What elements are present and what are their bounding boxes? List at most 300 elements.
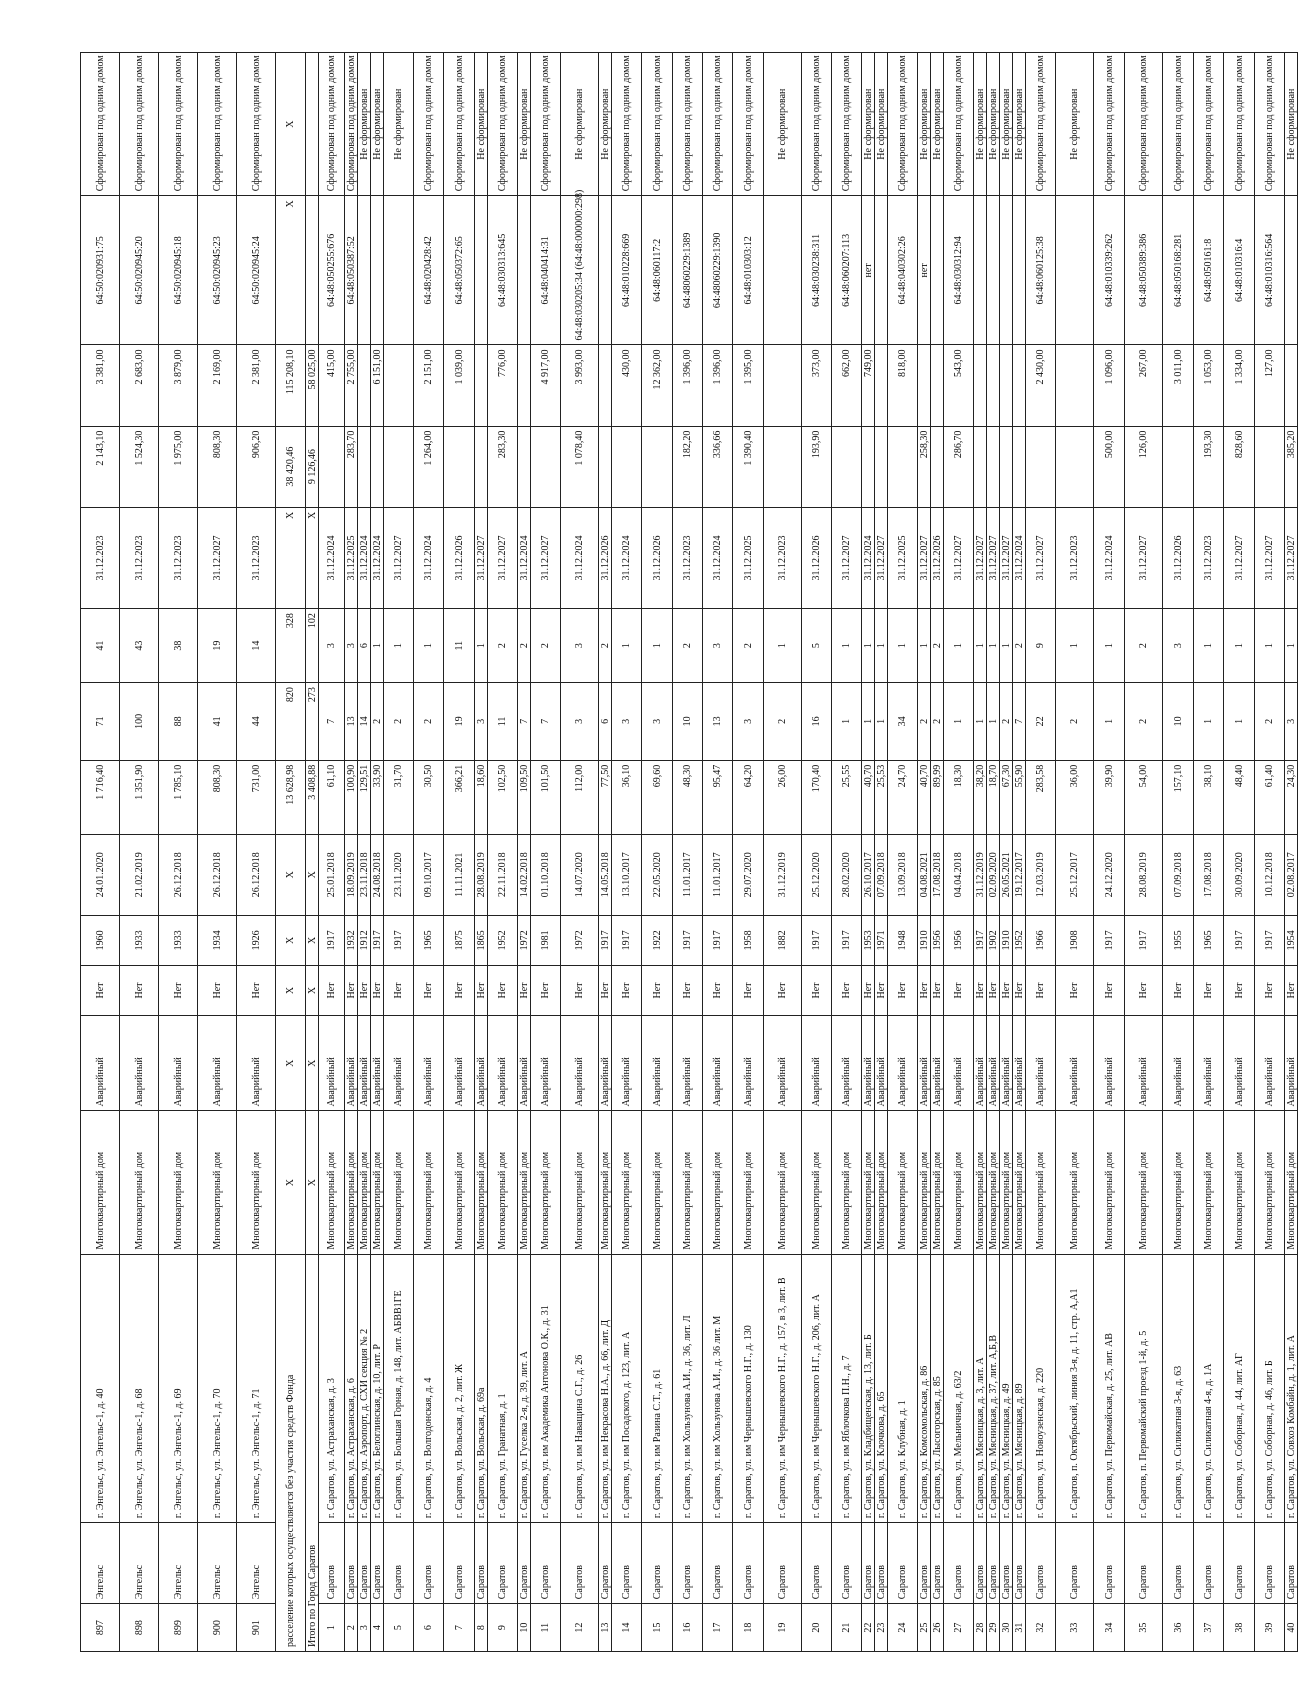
table-cell: 1917 bbox=[319, 915, 345, 965]
table-cell: Энгельс bbox=[159, 1523, 198, 1604]
table-cell: 3 011,00 bbox=[1163, 345, 1194, 426]
table-cell: Многоквартирный дом bbox=[198, 1111, 237, 1254]
table-cell: Сформирован под одним домом bbox=[81, 53, 120, 196]
table-cell: Нет bbox=[987, 965, 1000, 1015]
table-cell: 31.12.2027 bbox=[918, 507, 931, 608]
table-cell: 28.08.2019 bbox=[1125, 834, 1163, 915]
table-cell: Нет bbox=[518, 965, 531, 1015]
table-cell: Многоквартирный дом bbox=[987, 1111, 1000, 1254]
table-cell: Аварийный bbox=[673, 1016, 703, 1111]
table-cell: г. Энгельс, ул. Энгельс-1, д. 69 bbox=[159, 1254, 198, 1522]
table-row bbox=[561, 53, 599, 1652]
table-cell: 12 bbox=[561, 1604, 599, 1652]
table-cell: Многоквартирный дом bbox=[1163, 1111, 1194, 1254]
table-cell: Не сформирован bbox=[764, 53, 802, 196]
table-cell bbox=[371, 426, 384, 507]
table-cell: Многоквартирный дом bbox=[518, 1111, 531, 1254]
table-cell: Саратов bbox=[974, 1523, 987, 1604]
table-cell: г. Саратов, ул. Новоузенская, д. 220 bbox=[1026, 1254, 1056, 1522]
table-cell: Многоквартирный дом bbox=[1255, 1111, 1285, 1254]
table-cell bbox=[475, 345, 488, 426]
table-cell: 1 bbox=[888, 609, 918, 683]
table-cell: X bbox=[276, 196, 306, 345]
table-cell: Многоквартирный дом bbox=[888, 1111, 918, 1254]
table-cell: Аварийный bbox=[802, 1016, 832, 1111]
table-cell bbox=[599, 345, 612, 426]
table-cell: 1948 bbox=[888, 915, 918, 965]
table-cell: 283,58 bbox=[1026, 760, 1056, 834]
table-cell: Аварийный bbox=[944, 1016, 974, 1111]
table-cell: 31.12.2027 bbox=[475, 507, 488, 608]
table-cell bbox=[475, 426, 488, 507]
table-cell: 64:48:060117:2 bbox=[642, 196, 673, 345]
table-cell: 3 bbox=[1163, 609, 1194, 683]
table-cell: 64:48:040302:26 bbox=[888, 196, 918, 345]
table-cell: 41 bbox=[198, 683, 237, 761]
table-cell: г. Саратов, ул. Большая Горная, д. 148, лит. АБВВ1ГЕ bbox=[384, 1254, 414, 1522]
table-cell: 1917 bbox=[1224, 915, 1255, 965]
table-cell bbox=[306, 196, 319, 345]
table-row bbox=[733, 53, 764, 1652]
table-cell: 31.12.2027 bbox=[944, 507, 974, 608]
table-cell: Сформирован под одним домом bbox=[531, 53, 561, 196]
table-cell: 16 bbox=[673, 1604, 703, 1652]
table-cell: 1908 bbox=[1056, 915, 1094, 965]
table-cell: 3 bbox=[733, 683, 764, 761]
table-cell: 776,00 bbox=[488, 345, 518, 426]
table-cell: 1 bbox=[862, 683, 875, 761]
table-cell: 1917 bbox=[832, 915, 862, 965]
table-cell: Саратов bbox=[475, 1523, 488, 1604]
table-cell: 3 bbox=[642, 683, 673, 761]
table-cell: Аварийный bbox=[371, 1016, 384, 1111]
table-cell: 1 bbox=[384, 609, 414, 683]
table-cell: 64:48060229:1389 bbox=[673, 196, 703, 345]
table-cell: 37 bbox=[1194, 1604, 1224, 1652]
table-cell: г. Саратов, ул. Белоглинская, д. 10, лит. Р bbox=[371, 1254, 384, 1522]
table-row bbox=[764, 53, 802, 1652]
table-cell bbox=[358, 426, 371, 507]
table-cell: 31.12.2027 bbox=[1255, 507, 1285, 608]
table-cell: Сформирован под одним домом bbox=[612, 53, 642, 196]
table-row bbox=[531, 53, 561, 1652]
table-cell: 898 bbox=[120, 1604, 159, 1652]
table-cell: Многоквартирный дом bbox=[703, 1111, 733, 1254]
table-cell: 11.01.2017 bbox=[673, 834, 703, 915]
table-cell: 02.09.2020 bbox=[987, 834, 1000, 915]
table-cell: 2 bbox=[1125, 609, 1163, 683]
table-cell: Многоквартирный дом bbox=[1125, 1111, 1163, 1254]
table-cell: 1 bbox=[974, 683, 987, 761]
table-cell: 25 bbox=[918, 1604, 931, 1652]
table-cell: Не сформирован bbox=[358, 53, 371, 196]
table-cell: 1910 bbox=[918, 915, 931, 965]
table-cell: 7 bbox=[518, 683, 531, 761]
table-cell: 64:48:050389:386 bbox=[1125, 196, 1163, 345]
table-cell: 129,51 bbox=[358, 760, 371, 834]
table-cell: Аварийный bbox=[518, 1016, 531, 1111]
table-cell: Аварийный bbox=[1056, 1016, 1094, 1111]
table-cell: 1 bbox=[944, 609, 974, 683]
table-cell: Аварийный bbox=[198, 1016, 237, 1111]
table-cell: 820 bbox=[276, 683, 306, 761]
table-cell: 1972 bbox=[561, 915, 599, 965]
table-cell: г. Саратов, ул. им Хользунова А.И., д. 36 лит. М bbox=[703, 1254, 733, 1522]
table-cell: Многоквартирный дом bbox=[237, 1111, 276, 1254]
table-cell: нет bbox=[918, 196, 931, 345]
table-cell: 2 bbox=[673, 609, 703, 683]
table-cell: Энгельс bbox=[198, 1523, 237, 1604]
table-cell: 906,20 bbox=[237, 426, 276, 507]
table-cell: 31.12.2027 bbox=[974, 507, 987, 608]
table-row bbox=[1125, 53, 1163, 1652]
table-cell bbox=[1056, 426, 1094, 507]
table-cell: Саратов bbox=[673, 1523, 703, 1604]
table-cell: Аварийный bbox=[345, 1016, 358, 1111]
table-cell bbox=[764, 196, 802, 345]
table-cell: Не сформирован bbox=[918, 53, 931, 196]
table-cell bbox=[384, 196, 414, 345]
table-cell: 415,00 bbox=[319, 345, 345, 426]
table-cell: 1 351,90 bbox=[120, 760, 159, 834]
table-cell: Многоквартирный дом bbox=[802, 1111, 832, 1254]
table-row bbox=[159, 53, 198, 1652]
table-cell: Сформирован под одним домом bbox=[733, 53, 764, 196]
table-cell: 27 bbox=[944, 1604, 974, 1652]
table-cell: 04.04.2018 bbox=[944, 834, 974, 915]
table-cell: 11.01.2017 bbox=[703, 834, 733, 915]
table-cell: Многоквартирный дом bbox=[159, 1111, 198, 1254]
table-cell: 40,70 bbox=[918, 760, 931, 834]
table-cell: Саратов bbox=[531, 1523, 561, 1604]
table-cell: 2 bbox=[764, 683, 802, 761]
table-cell bbox=[306, 53, 319, 196]
table-cell: 6 bbox=[599, 683, 612, 761]
table-cell: 24.01.2020 bbox=[81, 834, 120, 915]
table-cell: Нет bbox=[384, 965, 414, 1015]
table-cell: 64:50:020931:75 bbox=[81, 196, 120, 345]
table-cell: 31 bbox=[1013, 1604, 1026, 1652]
table-cell: 3 408,88 bbox=[306, 760, 319, 834]
table-cell: 31.12.2019 bbox=[974, 834, 987, 915]
table-cell: 1882 bbox=[764, 915, 802, 965]
table-cell: Саратов bbox=[1000, 1523, 1013, 1604]
table-cell: Нет bbox=[673, 965, 703, 1015]
table-cell: г. Саратов, ул. Мельничная, д. 63/2 bbox=[944, 1254, 974, 1522]
table-cell: 61,10 bbox=[319, 760, 345, 834]
table-cell: Нет bbox=[918, 965, 931, 1015]
table-cell: 373,00 bbox=[802, 345, 832, 426]
table-cell: Сформирован под одним домом bbox=[237, 53, 276, 196]
table-cell: Аварийный bbox=[475, 1016, 488, 1111]
table-cell: 31.12.2027 bbox=[531, 507, 561, 608]
table-cell: 41 bbox=[81, 609, 120, 683]
table-row bbox=[931, 53, 944, 1652]
table-cell: 366,21 bbox=[444, 760, 475, 834]
table-cell: г. Энгельс, ул. Энгельс-1, д. 71 bbox=[237, 1254, 276, 1522]
table-cell: 31.12.2024 bbox=[319, 507, 345, 608]
table-cell: 64:48:030238:311 bbox=[802, 196, 832, 345]
table-cell: 34 bbox=[1094, 1604, 1125, 1652]
table-cell: Не сформирован bbox=[371, 53, 384, 196]
table-cell: 26 bbox=[931, 1604, 944, 1652]
table-cell: 1972 bbox=[518, 915, 531, 965]
table-cell: Аварийный bbox=[444, 1016, 475, 1111]
table-cell: X bbox=[276, 507, 306, 608]
table-cell: 28 bbox=[974, 1604, 987, 1652]
table-cell bbox=[974, 196, 987, 345]
table-cell: Не сформирован bbox=[987, 53, 1000, 196]
table-cell: Нет bbox=[237, 965, 276, 1015]
table-cell: 64:48:050255:676 bbox=[319, 196, 345, 345]
table-cell: 13.09.2018 bbox=[888, 834, 918, 915]
table-cell: Аварийный bbox=[358, 1016, 371, 1111]
table-cell: Саратов bbox=[1224, 1523, 1255, 1604]
table-cell: 31.12.2026 bbox=[599, 507, 612, 608]
table-cell bbox=[1163, 426, 1194, 507]
table-cell: 26.12.2018 bbox=[159, 834, 198, 915]
table-cell: 31.12.2026 bbox=[642, 507, 673, 608]
table-cell: 1 bbox=[612, 609, 642, 683]
table-cell: Сформирован под одним домом bbox=[888, 53, 918, 196]
table-cell: Не сформирован bbox=[974, 53, 987, 196]
table-cell: 88 bbox=[159, 683, 198, 761]
table-cell: Сформирован под одним домом bbox=[319, 53, 345, 196]
table-cell: 33,90 bbox=[371, 760, 384, 834]
table-cell: 3 bbox=[561, 609, 599, 683]
table-cell: г. Саратов, ул. Мясницкая, д. 89 bbox=[1013, 1254, 1026, 1522]
table-cell bbox=[764, 345, 802, 426]
table-cell: Саратов bbox=[764, 1523, 802, 1604]
table-cell: Сформирован под одним домом bbox=[198, 53, 237, 196]
table-cell: 2 bbox=[1056, 683, 1094, 761]
table-cell: Саратов bbox=[358, 1523, 371, 1604]
table-cell: г. Саратов, ул. Силикатная 4-я, д. 1А bbox=[1194, 1254, 1224, 1522]
table-cell: 17 bbox=[703, 1604, 733, 1652]
table-cell: 31.12.2027 bbox=[1224, 507, 1255, 608]
table-cell: 31.12.2024 bbox=[703, 507, 733, 608]
table-cell: 13 bbox=[345, 683, 358, 761]
table-cell: 21.02.2019 bbox=[120, 834, 159, 915]
table-cell: 17.08.2018 bbox=[1194, 834, 1224, 915]
table-row bbox=[888, 53, 918, 1652]
table-cell: X bbox=[306, 834, 319, 915]
table-cell bbox=[888, 426, 918, 507]
table-cell: 69,60 bbox=[642, 760, 673, 834]
table-cell: Многоквартирный дом bbox=[384, 1111, 414, 1254]
table-cell: Не сформирован bbox=[384, 53, 414, 196]
table-cell: 6 151,00 bbox=[371, 345, 384, 426]
table-cell: 31.12.2024 bbox=[1013, 507, 1026, 608]
table-cell: 12 362,00 bbox=[642, 345, 673, 426]
table-cell: г. Саратов, ул. им Посадского, д. 123, лит. А bbox=[612, 1254, 642, 1522]
table-cell: Нет bbox=[358, 965, 371, 1015]
table-cell: 267,00 bbox=[1125, 345, 1163, 426]
table-cell: 1958 bbox=[733, 915, 764, 965]
table-cell: 14.05.2018 bbox=[599, 834, 612, 915]
table-cell: Многоквартирный дом bbox=[1056, 1111, 1094, 1254]
table-cell: Сформирован под одним домом bbox=[159, 53, 198, 196]
table-cell: Сформирован под одним домом bbox=[414, 53, 444, 196]
rotated-table-wrapper bbox=[80, 52, 1297, 1652]
table-cell: Аварийный bbox=[561, 1016, 599, 1111]
table-cell: 1960 bbox=[81, 915, 120, 965]
table-cell: 1 524,30 bbox=[120, 426, 159, 507]
table-cell: Сформирован под одним домом bbox=[1094, 53, 1125, 196]
table-cell: 26.05.2021 bbox=[1000, 834, 1013, 915]
table-cell: 2 bbox=[488, 609, 518, 683]
table-cell: Аварийный bbox=[237, 1016, 276, 1111]
table-cell: 1955 bbox=[1163, 915, 1194, 965]
table-cell: 1 bbox=[875, 609, 888, 683]
table-cell: 4 bbox=[371, 1604, 384, 1652]
table-cell: 2 bbox=[345, 1604, 358, 1652]
table-cell: 1 bbox=[832, 609, 862, 683]
table-cell: 2 bbox=[1255, 683, 1285, 761]
table-cell: 31.12.2024 bbox=[371, 507, 384, 608]
group-label: расселение которых осуществляется без участия средств Фонда bbox=[276, 1254, 306, 1651]
table-cell: г. Саратов, ул. Вольская, д. 69а bbox=[475, 1254, 488, 1522]
table-cell: Саратов bbox=[599, 1523, 612, 1604]
table-cell: г. Саратов, ул. Астраханская, д. 3 bbox=[319, 1254, 345, 1522]
table-row bbox=[306, 53, 319, 1652]
table-row bbox=[673, 53, 703, 1652]
table-cell: 31.12.2027 bbox=[198, 507, 237, 608]
table-cell: 1 716,40 bbox=[81, 760, 120, 834]
table-cell: Нет bbox=[488, 965, 518, 1015]
table-cell: 2 169,00 bbox=[198, 345, 237, 426]
table-cell: Многоквартирный дом bbox=[944, 1111, 974, 1254]
table-cell: 14 bbox=[612, 1604, 642, 1652]
table-cell: 1 bbox=[764, 609, 802, 683]
table-cell: Нет bbox=[531, 965, 561, 1015]
table-cell: 258,30 bbox=[918, 426, 931, 507]
table-cell bbox=[987, 426, 1000, 507]
table-cell: Саратов bbox=[987, 1523, 1000, 1604]
table-cell: 115 208,10 bbox=[276, 345, 306, 426]
table-cell: 64:48:010228:669 bbox=[612, 196, 642, 345]
table-cell: Нет bbox=[1000, 965, 1013, 1015]
table-cell: г. Саратов, ул. им Чернышевского Н.Г., д. 206, лит. А bbox=[802, 1254, 832, 1522]
table-cell: Многоквартирный дом bbox=[599, 1111, 612, 1254]
table-row bbox=[1163, 53, 1194, 1652]
table-cell: 2 bbox=[1013, 609, 1026, 683]
table-cell: Многоквартирный дом bbox=[488, 1111, 518, 1254]
table-cell bbox=[1056, 345, 1094, 426]
table-cell: Не сформирован bbox=[1013, 53, 1026, 196]
table-cell: 77,50 bbox=[599, 760, 612, 834]
table-cell: 1953 bbox=[862, 915, 875, 965]
table-cell: 30,50 bbox=[414, 760, 444, 834]
table-cell: г. Саратов, ул. Комсомольская, д. 86 bbox=[918, 1254, 931, 1522]
table-cell: 1917 bbox=[599, 915, 612, 965]
table-row bbox=[802, 53, 832, 1652]
table-cell: 336,66 bbox=[703, 426, 733, 507]
table-cell: 39 bbox=[1255, 1604, 1285, 1652]
table-cell: 10.12.2018 bbox=[1255, 834, 1285, 915]
table-cell: 273 bbox=[306, 683, 319, 761]
table-cell: 1917 bbox=[384, 915, 414, 965]
table-cell: 1917 bbox=[974, 915, 987, 965]
table-cell: Нет bbox=[862, 965, 875, 1015]
housing-register-table bbox=[80, 52, 1298, 1652]
table-row bbox=[1194, 53, 1224, 1652]
table-cell: Многоквартирный дом bbox=[561, 1111, 599, 1254]
table-cell: Аварийный bbox=[159, 1016, 198, 1111]
table-cell: 64:50:020945:20 bbox=[120, 196, 159, 345]
table-cell: 100,90 bbox=[345, 760, 358, 834]
table-cell: Сформирован под одним домом bbox=[703, 53, 733, 196]
table-row bbox=[599, 53, 612, 1652]
table-row bbox=[371, 53, 384, 1652]
table-cell bbox=[384, 426, 414, 507]
table-cell: 31.12.2025 bbox=[345, 507, 358, 608]
table-cell: 22.11.2018 bbox=[488, 834, 518, 915]
table-cell: Саратов bbox=[1194, 1523, 1224, 1604]
table-cell: Нет bbox=[1194, 965, 1224, 1015]
table-row bbox=[1285, 53, 1298, 1652]
table-cell: 22 bbox=[862, 1604, 875, 1652]
table-cell: Не сформирован bbox=[862, 53, 875, 196]
table-cell: 22.05.2020 bbox=[642, 834, 673, 915]
table-cell bbox=[1285, 345, 1298, 426]
table-cell: 2 bbox=[518, 609, 531, 683]
table-cell: Сформирован под одним домом bbox=[1026, 53, 1056, 196]
table-cell: 01.10.2018 bbox=[531, 834, 561, 915]
table-cell: 31.12.2023 bbox=[237, 507, 276, 608]
table-cell: Саратов bbox=[1125, 1523, 1163, 1604]
table-cell: 5 bbox=[802, 609, 832, 683]
table-cell: 31.12.2023 bbox=[764, 507, 802, 608]
table-cell: Нет bbox=[944, 965, 974, 1015]
table-cell bbox=[1056, 196, 1094, 345]
table-cell: X bbox=[306, 915, 319, 965]
table-cell: 64:48:060207:113 bbox=[832, 196, 862, 345]
table-cell: Аварийный bbox=[1194, 1016, 1224, 1111]
table-cell: 3 bbox=[475, 683, 488, 761]
table-cell: 31,70 bbox=[384, 760, 414, 834]
table-cell bbox=[531, 426, 561, 507]
table-cell: Нет bbox=[1094, 965, 1125, 1015]
table-cell: 7 bbox=[1013, 683, 1026, 761]
table-cell: 40,70 bbox=[862, 760, 875, 834]
table-cell bbox=[1000, 345, 1013, 426]
table-cell: 31.12.2027 bbox=[488, 507, 518, 608]
table-cell: 3 879,00 bbox=[159, 345, 198, 426]
table-cell: Сформирован под одним домом bbox=[673, 53, 703, 196]
table-cell: 3 381,00 bbox=[81, 345, 120, 426]
table-cell bbox=[987, 196, 1000, 345]
table-cell: 193,90 bbox=[802, 426, 832, 507]
table-row bbox=[319, 53, 345, 1652]
table-cell: г. Саратов, ул. Гранатная, д. 1 bbox=[488, 1254, 518, 1522]
table-cell: 13 bbox=[599, 1604, 612, 1652]
table-cell: Нет bbox=[612, 965, 642, 1015]
table-cell: 1 bbox=[1285, 609, 1298, 683]
table-cell: 38 bbox=[1224, 1604, 1255, 1652]
table-cell: 430,00 bbox=[612, 345, 642, 426]
table-cell: г. Саратов, ул. Вольская, д. 2, лит. Ж bbox=[444, 1254, 475, 1522]
table-cell: Не сформирован bbox=[518, 53, 531, 196]
table-cell: 21 bbox=[832, 1604, 862, 1652]
table-cell: 1 096,00 bbox=[1094, 345, 1125, 426]
table-cell: 3 bbox=[319, 609, 345, 683]
table-cell: 1922 bbox=[642, 915, 673, 965]
table-cell: 500,00 bbox=[1094, 426, 1125, 507]
table-cell: 2 683,00 bbox=[120, 345, 159, 426]
table-cell: Аварийный bbox=[81, 1016, 120, 1111]
table-row bbox=[358, 53, 371, 1652]
